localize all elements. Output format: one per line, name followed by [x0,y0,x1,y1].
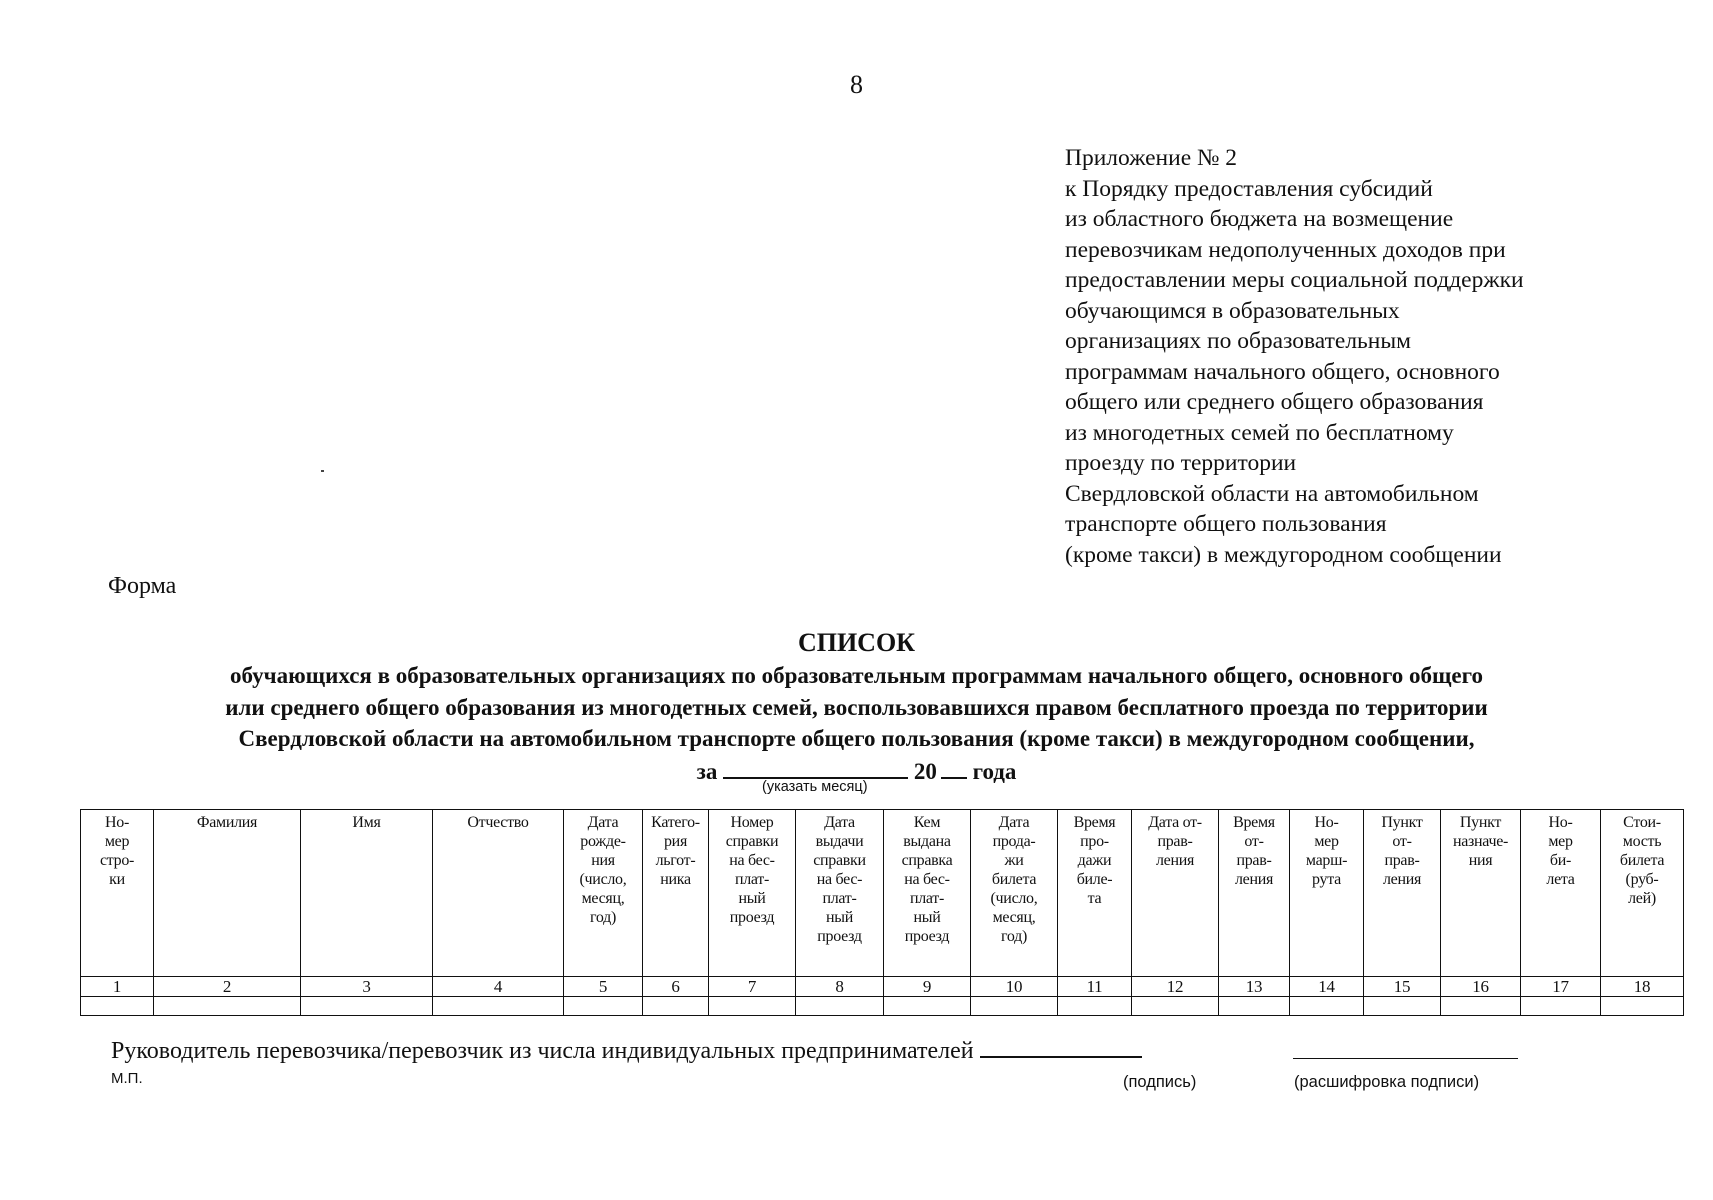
table-cell[interactable] [1364,997,1441,1016]
column-header-text: прав- [1384,852,1420,869]
column-number: 8 [796,977,884,997]
column-header-text: год) [590,909,616,926]
column-header-text: та [1087,890,1102,907]
decoding-caption: (расшифровка подписи) [1294,1073,1480,1091]
appendix-line: транспорте общего пользования [1065,511,1387,537]
period-suffix: года [972,758,1017,784]
table-cell[interactable] [1058,997,1132,1016]
appendix-line: к Порядку предоставления субсидий [1065,175,1433,202]
column-header-text: Фамилия [196,814,258,831]
column-number: 13 [1219,977,1290,997]
column-number: 18 [1601,977,1684,997]
column-header [884,810,971,977]
column-header-text: справки [725,833,779,850]
table-cell[interactable] [1521,997,1601,1016]
appendix-line: общего или среднего общего образования [1065,389,1484,415]
table-cell[interactable] [81,997,154,1016]
subtitle-line: обучающихся в образовательных организациях по образовательным программам начального общего, основного общего [230,663,1483,688]
column-header-text: на бес- [729,852,775,869]
column-header [81,810,154,977]
document-subtitle [0,660,1713,755]
column-header-text: Катего- [651,814,700,831]
column-header [1132,810,1219,977]
table-cell[interactable] [433,997,564,1016]
column-header-text: от- [1392,833,1412,850]
table-cell[interactable] [709,997,796,1016]
column-header-text: месяц, [992,909,1036,926]
column-header-text: назначе- [1452,833,1509,850]
register-table [80,809,1684,1016]
column-header-text: плат- [734,871,770,888]
column-number: 14 [1290,977,1364,997]
column-header-text: билета [1619,852,1665,869]
subtitle-line: Свердловской области на автомобильном транспорте общего пользования (кроме такси) в междугородном сообщении, [238,726,1475,751]
column-header [1364,810,1441,977]
column-header-text: проезд [729,909,775,926]
column-header-text: Пункт [1459,814,1502,831]
column-header-text: ный [913,909,941,926]
column-header-text: ления [1155,852,1195,869]
column-number: 2 [154,977,301,997]
period-prefix: за [696,758,718,784]
appendix-line: организациях по образовательным [1065,328,1411,354]
column-header-text: рия [663,833,688,850]
column-number: 10 [971,977,1058,997]
column-header-text: Стои- [1623,814,1661,831]
column-header-text: плат- [909,890,945,907]
column-header [1290,810,1364,977]
column-header [1219,810,1290,977]
scan-speck [321,470,324,472]
column-header-text: ный [738,890,766,907]
appendix-line: (кроме такси) в междугородном сообщении [1065,541,1502,568]
appendix-line: обучающимся в образовательных [1065,297,1400,324]
column-header-text: на бес- [816,871,863,888]
column-header-text: прав- [1157,833,1193,850]
column-header [1441,810,1521,977]
column-header-text: прода- [992,833,1036,850]
column-header-text: ления [1234,871,1274,888]
column-header-text: Дата от- [1148,814,1202,831]
column-header [564,810,643,977]
column-header-text: Дата [998,814,1030,831]
column-header-text: справка [901,852,953,869]
form-label: Форма [108,573,177,599]
column-header-text: ки [109,871,125,888]
column-number: 7 [709,977,796,997]
column-header-text: льгот- [655,852,696,869]
column-header-text: дажи [1077,852,1112,869]
month-blank[interactable] [723,755,908,779]
column-header-text: Имя [352,814,381,831]
month-hint: (указать месяц) [762,779,868,795]
column-header-text: марш- [1305,852,1348,869]
column-header-text: Но- [1314,814,1339,831]
column-number: 16 [1441,977,1521,997]
year-prefix: 20 [913,758,937,784]
column-header-text: ния [1468,852,1493,869]
appendix-line: перевозчикам недополученных доходов при [1065,236,1506,263]
signature-blank[interactable] [980,1036,1142,1058]
column-number: 6 [643,977,709,997]
table-cell[interactable] [1132,997,1219,1016]
column-header-text: проезд [904,928,950,945]
column-number: 12 [1132,977,1219,997]
column-header-text: рута [1312,871,1341,888]
table-cell[interactable] [1290,997,1364,1016]
column-header [154,810,301,977]
table-cell[interactable] [154,997,301,1016]
appendix-block [1065,143,1685,570]
table-cell[interactable] [971,997,1058,1016]
appendix-line: проезду по территории [1065,450,1297,476]
column-header [796,810,884,977]
column-header-text: Время [1073,814,1116,831]
page-number: 8 [850,70,863,99]
appendix-line: из областного бюджета на возмещение [1065,206,1454,232]
column-header [709,810,796,977]
column-number-row [81,977,1684,997]
column-number: 1 [81,977,154,997]
column-header-text: Отчество [467,814,529,831]
column-header [301,810,433,977]
appendix-line: программам начального общего, основного [1065,358,1500,385]
column-header-text: год) [1001,928,1027,945]
column-header-text: выдачи [815,833,864,850]
column-header-text: Время [1233,814,1275,831]
column-header-text: (число, [990,890,1038,907]
table-header-row [81,810,1684,977]
column-header-text: справки [813,852,866,869]
column-header-text: (руб- [1625,871,1659,888]
column-header [643,810,709,977]
table-cell[interactable] [301,997,433,1016]
column-header-text: Пункт [1381,814,1423,831]
table-row [81,997,1684,1016]
column-header-text: билета [991,871,1037,888]
appendix-line: предоставлении меры социальной поддержки [1065,267,1524,293]
column-header-text: прав- [1236,852,1272,869]
table-cell[interactable] [1601,997,1684,1016]
column-header-text: мер [104,833,130,850]
appendix-line: Приложение № 2 [1065,145,1238,171]
column-header-text: мер [1548,833,1573,850]
column-header-text: стро- [99,852,135,869]
stamp-place-label: М.П. [111,1070,143,1087]
column-header-text: выдана [903,833,951,850]
column-header-text: ления [1382,871,1422,888]
column-header-text: ния [591,852,615,869]
column-number: 17 [1521,977,1601,997]
table-cell[interactable] [643,997,709,1016]
column-number: 5 [564,977,643,997]
column-header-text: Но- [105,814,129,831]
table-cell[interactable] [564,997,643,1016]
signature-caption: (подпись) [1123,1073,1197,1091]
table-cell[interactable] [796,997,884,1016]
column-header [433,810,564,977]
signature-label: Руководитель перевозчика/перевозчик из числа индивидуальных предпринимателей [111,1038,974,1064]
column-header-text: лей) [1628,890,1656,907]
appendix-line: Свердловской области на автомобильном [1065,480,1479,507]
subtitle-line: или среднего общего образования из многодетных семей, воспользовавшихся правом бесплатного проезда по территории [225,694,1488,720]
column-header [1058,810,1132,977]
column-header-text: (число, [579,871,627,888]
column-header-text: Кем [913,814,941,831]
column-header-text: биле- [1076,871,1113,888]
column-number: 4 [433,977,564,997]
column-header [1521,810,1601,977]
column-header-text: би- [1549,852,1572,869]
column-header-text: Дата [824,814,855,831]
appendix-line: из многодетных семей по бесплатному [1065,419,1454,446]
signature-line [111,1036,1142,1065]
table-cell[interactable] [1441,997,1521,1016]
column-header-text: проезд [817,928,862,945]
column-header-text: ный [826,909,853,926]
column-header-text: ника [660,871,691,888]
column-header-text: мость [1622,833,1662,850]
column-header-text: плат- [822,890,857,907]
column-header [1601,810,1684,977]
document-title: СПИСОК [797,628,916,657]
column-header-text: месяц, [581,890,625,907]
table-cell[interactable] [1219,997,1290,1016]
column-header-text: мер [1314,833,1339,850]
table-cell[interactable] [884,997,971,1016]
title-block [0,626,1713,787]
column-header-text: про- [1080,833,1109,850]
column-header-text: на бес- [904,871,950,888]
column-header-text: лета [1546,871,1575,888]
column-header-text: жи [1004,852,1024,869]
column-header-text: от- [1244,833,1264,850]
column-header-text: рожде- [580,833,626,850]
column-header-text: Дата [587,814,619,831]
column-header-text: Но- [1548,814,1573,831]
column-header-text: Номер [730,814,774,831]
column-header [971,810,1058,977]
decoding-blank[interactable] [1293,1058,1518,1059]
column-number: 3 [301,977,433,997]
column-number: 15 [1364,977,1441,997]
column-number: 11 [1058,977,1132,997]
column-number: 9 [884,977,971,997]
year-blank[interactable] [941,755,967,779]
